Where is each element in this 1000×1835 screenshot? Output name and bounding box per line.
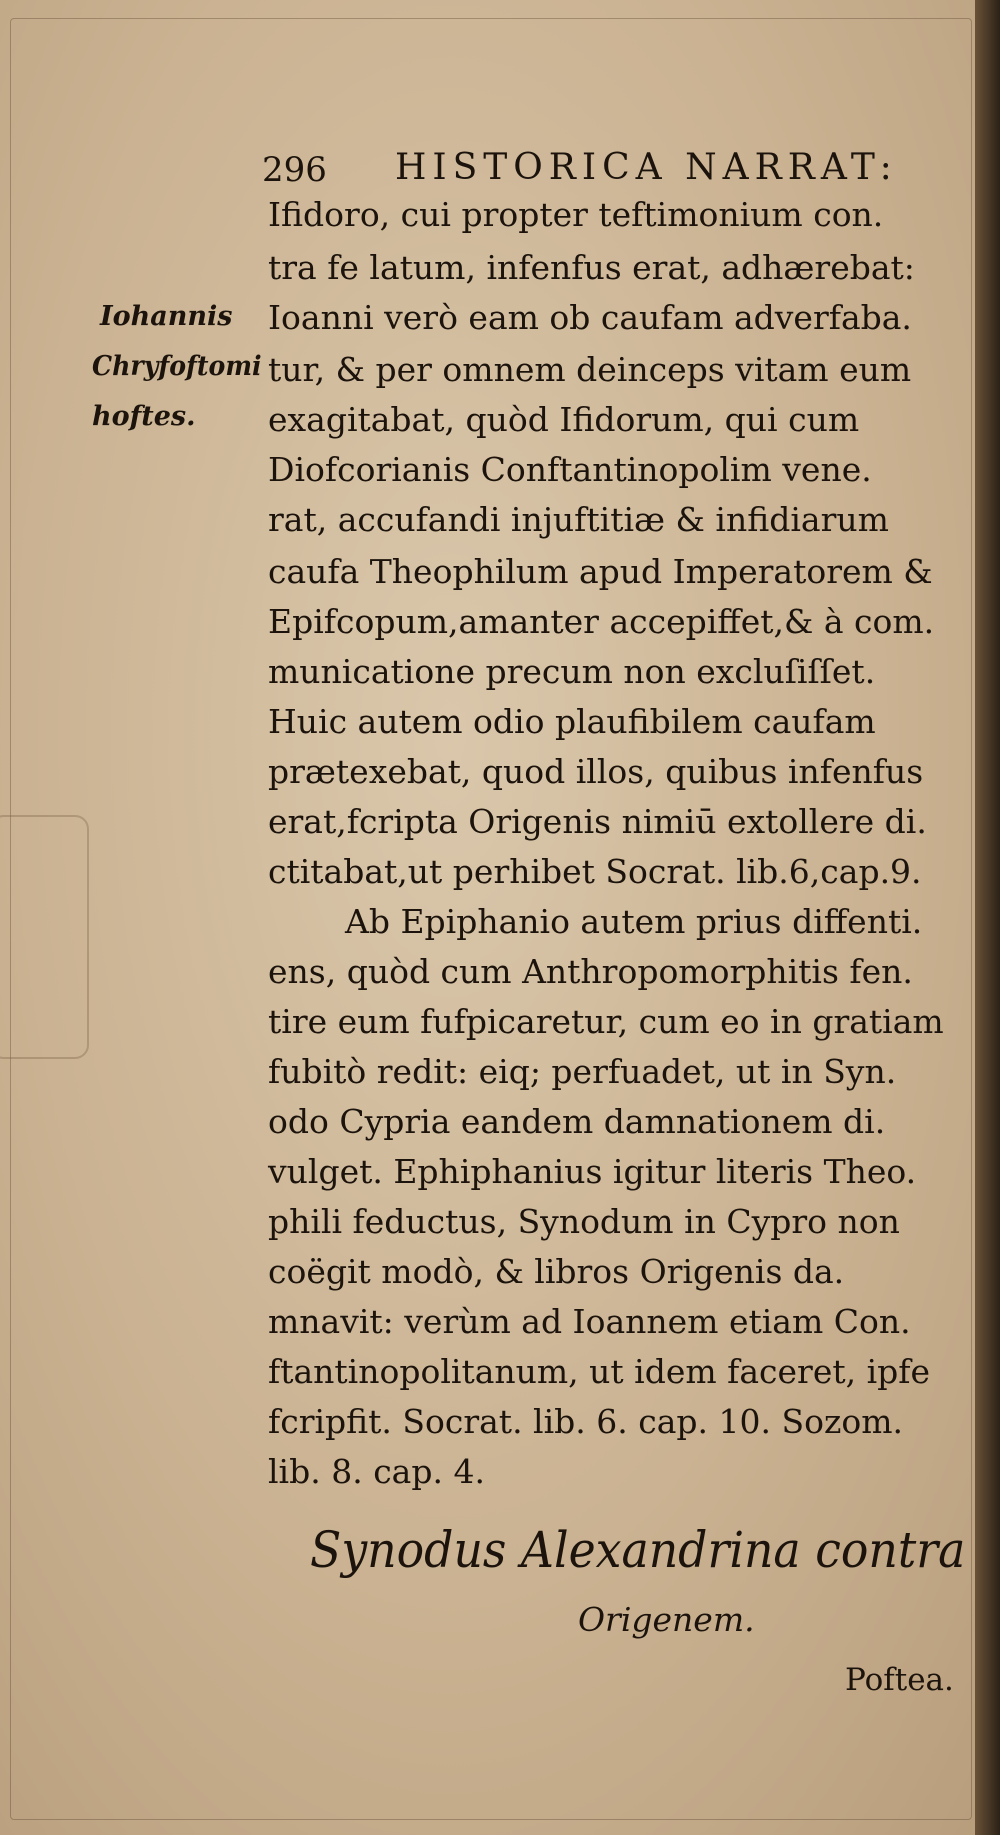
text-line: exagitabat, quòd Ifidorum, qui cum [268, 400, 860, 439]
text-line: Diofcorianis Conftantinopolim vene. [268, 450, 872, 489]
text-line: coëgit modò, & libros Origenis da. [268, 1252, 845, 1291]
text-line: Ab Epiphanio autem prius diffenti. [345, 902, 923, 941]
text-line: fubitò redit: eiq; perfuadet, ut in Syn. [268, 1052, 897, 1091]
text-line: caufa Theophilum apud Imperatorem & [268, 552, 933, 591]
text-line: rat, accufandi injuftitiæ & infidiarum [268, 500, 889, 539]
page-fold-mark [0, 815, 89, 1059]
text-line: phili feductus, Synodum in Cypro non [268, 1202, 900, 1241]
book-binding-edge [975, 0, 1000, 1835]
margin-note-line: Chryfoftomi [92, 351, 262, 382]
section-heading-continued: Origenem. [578, 1600, 755, 1639]
text-line: vulget. Ephiphanius igitur literis Theo. [268, 1152, 917, 1191]
running-title: HISTORICA NARRAT: [395, 147, 898, 188]
text-line: ens, quòd cum Anthropomorphitis fen. [268, 952, 913, 991]
text-line: lib. 8. cap. 4. [268, 1452, 485, 1491]
margin-note-line: hoftes. [92, 401, 196, 432]
text-line: municatione precum non excluſiſſet. [268, 652, 876, 691]
text-line: tra fe latum, infenfus erat, adhærebat: [268, 248, 915, 287]
margin-note-line: Iohannis [100, 301, 233, 332]
text-line: ctitabat,ut perhibet Socrat. lib.6,cap.9. [268, 852, 922, 891]
text-line: Huic autem odio plaufibilem caufam [268, 702, 876, 741]
text-line: mnavit: verùm ad Ioannem etiam Con. [268, 1302, 911, 1341]
text-line: odo Cypria eandem damnationem di. [268, 1102, 886, 1141]
text-line: prætexebat, quod illos, quibus infenfus [268, 752, 924, 791]
text-line: tur, & per omnem deinceps vitam eum [268, 350, 912, 389]
text-line: ftantinopolitanum, ut idem faceret, ipfe [268, 1352, 931, 1391]
catchword: Poftea. [845, 1662, 954, 1698]
text-line: tire eum fufpicaretur, cum eo in gratiam [268, 1002, 944, 1041]
page-number: 296 [262, 150, 327, 190]
text-line: Epifcopum,amanter accepiffet,& à com. [268, 602, 935, 641]
text-line: Ioanni verò eam ob caufam adverfaba. [268, 298, 912, 337]
text-line: erat,fcripta Origenis nimiū extollere di. [268, 802, 927, 841]
text-line: Ifidoro, cui propter teftimonium con. [268, 195, 884, 234]
section-heading: Synodus Alexandrina contra [310, 1521, 966, 1579]
text-line: fcripfit. Socrat. lib. 6. cap. 10. Sozom. [268, 1402, 903, 1441]
